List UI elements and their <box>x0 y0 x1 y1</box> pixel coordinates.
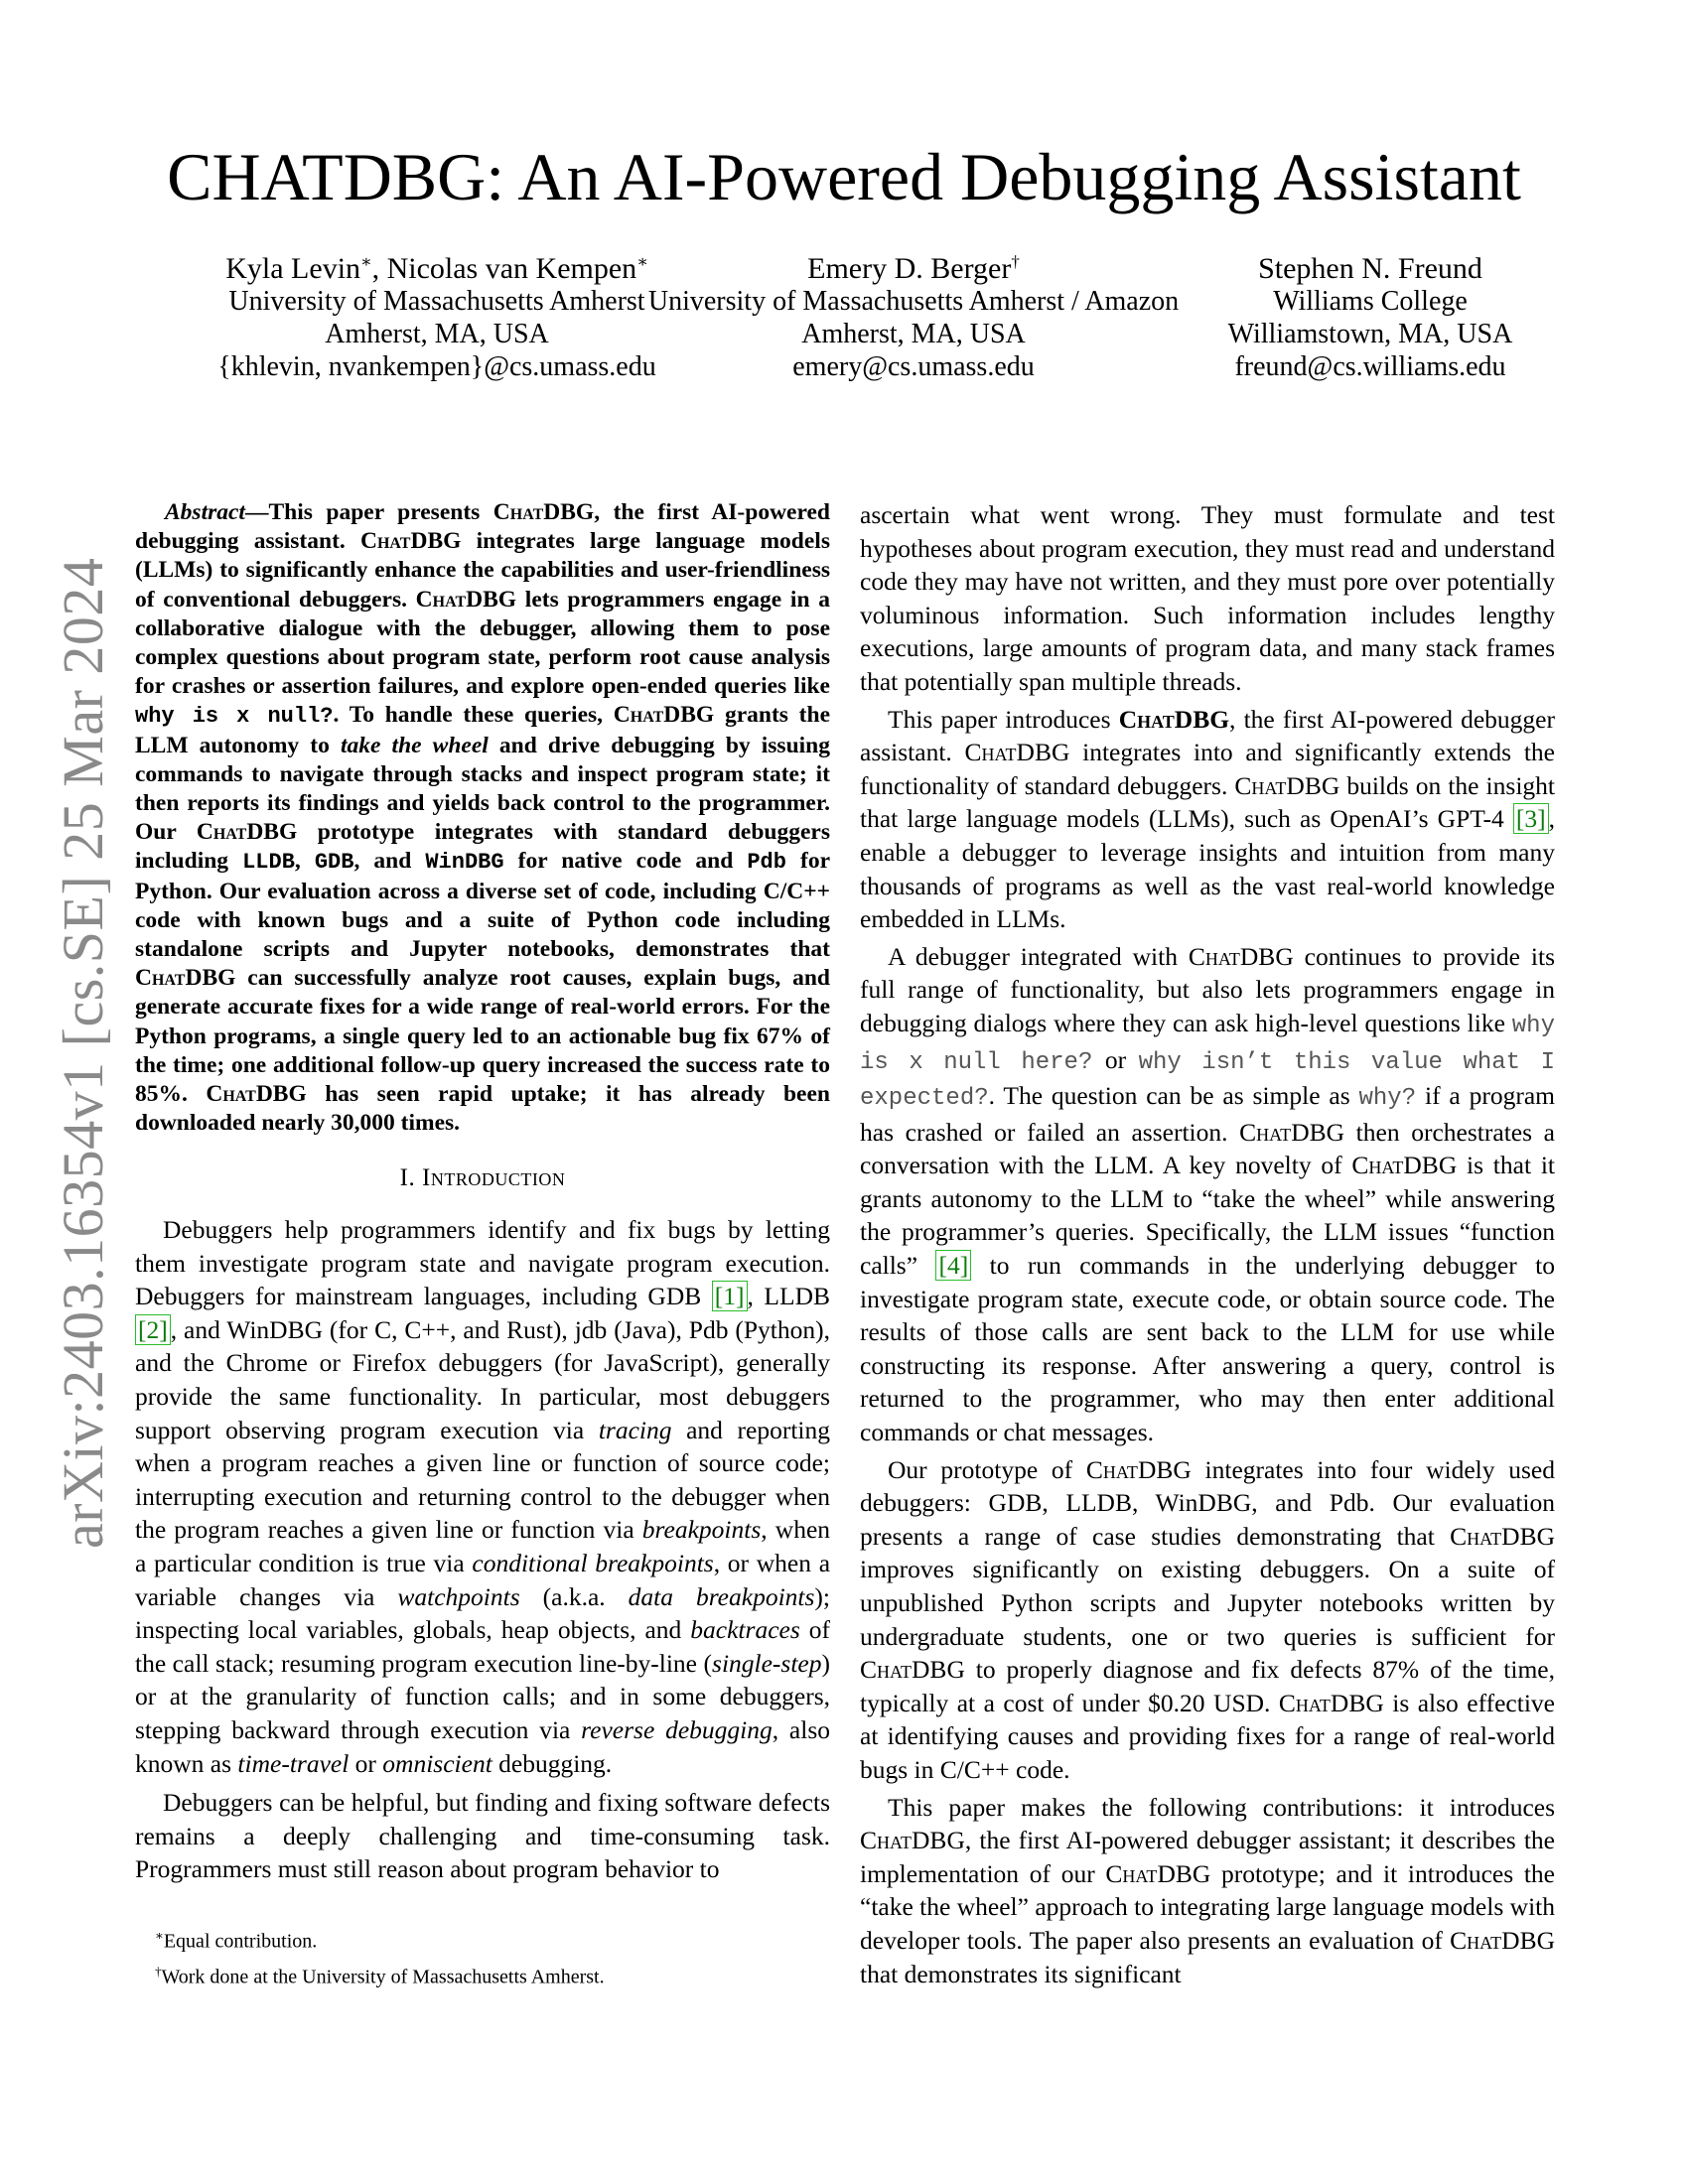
tool-name: ChatDBG <box>492 499 595 525</box>
title-prefix: CHAT <box>167 139 344 214</box>
author-affiliation: University of Massachusetts Amherst / Amazon <box>647 286 1180 317</box>
tool-name: ChatDBG <box>964 738 1070 767</box>
author-mark: ∗ <box>636 252 648 271</box>
tool-name: ChatDBG <box>1239 1117 1345 1147</box>
citation-link[interactable]: [1] <box>712 1281 748 1311</box>
tool-name: ChatDBG <box>1234 770 1340 800</box>
author-affiliation: Williams College <box>1273 286 1468 317</box>
footnote: ∗Equal contribution. <box>155 1928 318 1953</box>
author-name: , Nicolas van Kempen <box>371 252 637 285</box>
paper-title <box>0 137 1688 216</box>
arxiv-stamp: arXiv:2403.16354v1 [cs.SE] 25 Mar 2024 <box>51 557 115 1549</box>
tool-name: ChatDBG <box>1105 1858 1211 1888</box>
tool-name: ChatDBG <box>1278 1688 1384 1717</box>
citation-link[interactable]: [2] <box>135 1314 171 1345</box>
tool-name: ChatDBG <box>415 586 517 613</box>
tool-name: ChatDBG <box>1085 1454 1192 1484</box>
tool-name: ChatDBG <box>1450 1925 1555 1955</box>
footnotes <box>155 1921 850 1991</box>
author-name: Emery D. Berger <box>807 252 1012 285</box>
tool-name: ChatDBG <box>1188 941 1294 971</box>
tool-name: ChatDBG <box>860 1826 965 1855</box>
tool-name: ChatDBG <box>135 965 236 992</box>
author-location: Amherst, MA, USA <box>325 319 549 349</box>
citation-link[interactable]: [3] <box>1513 803 1549 834</box>
tool-name: ChatDBG <box>360 528 462 555</box>
tool-name: ChatDBG <box>1351 1151 1458 1180</box>
tool-name: ChatDBG <box>860 1655 965 1685</box>
author-block-2 <box>635 252 1192 383</box>
title-suffix: DBG: An AI-Powered Debugging Assistant <box>343 139 1521 214</box>
right-paragraph-0: ascertain what went wrong. They must formulate and test hypotheses about program execution, they must read and understand code they may have not written, and they must pore over potentially voluminous information. Such information includes lengthy executions, large amounts of program data, and many stack frames that potentially span multiple threads. <box>860 500 1555 696</box>
left-column <box>135 498 830 1886</box>
intro-paragraph-2: Debuggers can be helpful, but finding and fixing software defects remains a deeply challenging and time-consuming task. Programmers must still reason about program behavior to <box>135 1788 830 1884</box>
author-block-3 <box>1172 252 1569 383</box>
author-mark: ∗ <box>360 252 372 271</box>
author-location: Williamstown, MA, USA <box>1227 319 1513 349</box>
author-email: freund@cs.williams.edu <box>1234 351 1506 382</box>
author-block-1 <box>159 252 715 383</box>
author-affiliation: University of Massachusetts Amherst <box>228 286 645 317</box>
author-email: {khlevin, nvankempen}@cs.umass.edu <box>217 351 656 382</box>
tool-name: ChatDBG <box>613 702 715 729</box>
tool-name: ChatDBG <box>206 1081 307 1108</box>
tool-name: ChatDBG <box>196 819 298 846</box>
code-snippet: why is x null here? <box>860 1012 1555 1076</box>
author-email: emery@cs.umass.edu <box>792 351 1035 382</box>
tool-name: ChatDBG <box>1450 1521 1555 1551</box>
code-snippet: why isn’t this value what I expected? <box>860 1048 1555 1113</box>
right-column <box>860 498 1555 1990</box>
author-location: Amherst, MA, USA <box>801 319 1026 349</box>
right-paragraph-4: This paper makes the following contributions: it introduces ChatDBG, the first AI-powered debugger assistant; it describes the implementation of our ChatDBG prototype; and it introduces the “take the wheel” approach to integrating large language models with developer tools. The paper also presents an evaluation of ChatDBG that demonstrates its significant <box>860 1792 1556 1988</box>
citation-link[interactable]: [4] <box>935 1250 971 1281</box>
right-paragraph-2: A debugger integrated with ChatDBG continues to provide its full range of functionality, but also lets programmers engage in debugging dialogs where they can ask high-level questions like why is x null here? or why isn’t this value what I expected?. The question can be as simple as why? if a program has crashed or failed an assertion. ChatDBG then orchestrates a conversation with the LLM. A key novelty of ChatDBG is that it grants autonomy to the LLM to “take the wheel” while answering the programmer’s queries. Specifically, the LLM issues “function calls” [4] to run commands in the underlying debugger to investigate program state, execute code, or obtain source code. The results of those calls are sent back to the LLM for use while constructing its response. After answering a query, control is returned to the programmer, who may then enter additional commands or chat messages. <box>860 941 1556 1447</box>
author-name: Kyla Levin <box>225 252 361 285</box>
code-snippet: why is x null? <box>135 704 334 730</box>
author-name: Stephen N. Freund <box>1258 252 1482 285</box>
abstract-label: Abstract <box>165 499 245 525</box>
author-mark: † <box>1011 252 1020 271</box>
footnote: †Work done at the University of Massachusetts Amherst. <box>155 1963 605 1988</box>
right-paragraph-1: This paper introduces ChatDBG, the first AI-powered debugger assistant. ChatDBG integrates into and significantly extends the functionality of standard debuggers. ChatDBG builds on the insight that large language models (LLMs), such as OpenAI’s GPT-4 [3] , enable a debugger to leverage insights and intuition from many thousands of programs as well as the vast real-world knowledge embedded in LLMs. <box>860 704 1555 934</box>
intro-paragraph-1: Debuggers help programmers identify and fix bugs by letting them investigate program state and navigate program execution. Debuggers for mainstream languages, including GDB [1] , LLDB [2] , and WinDBG (for C, C++, and Rust), jdb (Java), Pdb (Python), and the Chrome or Firefox debuggers (for JavaScript), generally provide the same functionality. In particular, most debuggers support observing program execution via tracing and reporting when a program reaches a given line or function of source code; interrupting execution and returning control to the debugger when the program reaches a given line or function via breakpoints, when a particular condition is true via conditional breakpoints, or when a variable changes via watchpoints (a.k.a. data breakpoints); inspecting local variables, globals, heap objects, and backtraces of the call stack; resuming program execution line-by-line (single-step) or at the granularity of function calls; and in some debuggers, stepping backward through execution via reverse debugging, also known as time-travel or omniscient debugging. <box>135 1215 831 1778</box>
tool-name: ChatDBG <box>1118 704 1230 734</box>
right-paragraph-3: Our prototype of ChatDBG integrates into four widely used debuggers: GDB, LLDB, WinDBG, and Pdb. Our evaluation presents a range of case studies demonstrating that ChatDBG improves significantly on existing debuggers. On a suite of unpublished Python scripts and Jupyter notebooks written by undergraduate students, one or two queries is sufficient for ChatDBG to properly diagnose and fix defects 87% of the time, typically at a cost of under $0.20 USD. ChatDBG is also effective at identifying causes and providing fixes for a range of real-world bugs in C/C++ code. <box>860 1454 1556 1784</box>
abstract: Abstract—This paper presents ChatDBG, the first AI-powered debugging assistant. ChatDBG integrates large language models (LLMs) to significantly enhance the capabilities and user-friendliness of conventional debuggers. ChatDBG lets programmers engage in a collaborative dialogue with the debugger, allowing them to pose complex questions about program state, perform root cause analysis for crashes or assertion failures, and explore open-ended queries like why is x null?. To handle these queries, ChatDBG grants the LLM autonomy to take the wheel and drive debugging by issuing commands to navigate through stacks and inspect program state; it then reports its findings and yields back control to the programmer. Our ChatDBG prototype integrates with standard debuggers including LLDB, GDB, and WinDBG for native code and Pdb for Python. Our evaluation across a diverse set of code, including C/C++ code with known bugs and a suite of Python code including standalone scripts and Jupyter notebooks, demonstrates that ChatDBG can successfully analyze root causes, explain bugs, and generate accurate fixes for a wide range of real-world errors. For the Python programs, a single query led to an actionable bug fix 67% of the time; one additional follow-up query increased the success rate to 85%. ChatDBG has seen rapid uptake; it has already been downloaded nearly 30,000 times. <box>135 499 831 1137</box>
code-snippet: why? <box>1358 1085 1417 1113</box>
section-heading: I. Introduction <box>399 1164 566 1192</box>
